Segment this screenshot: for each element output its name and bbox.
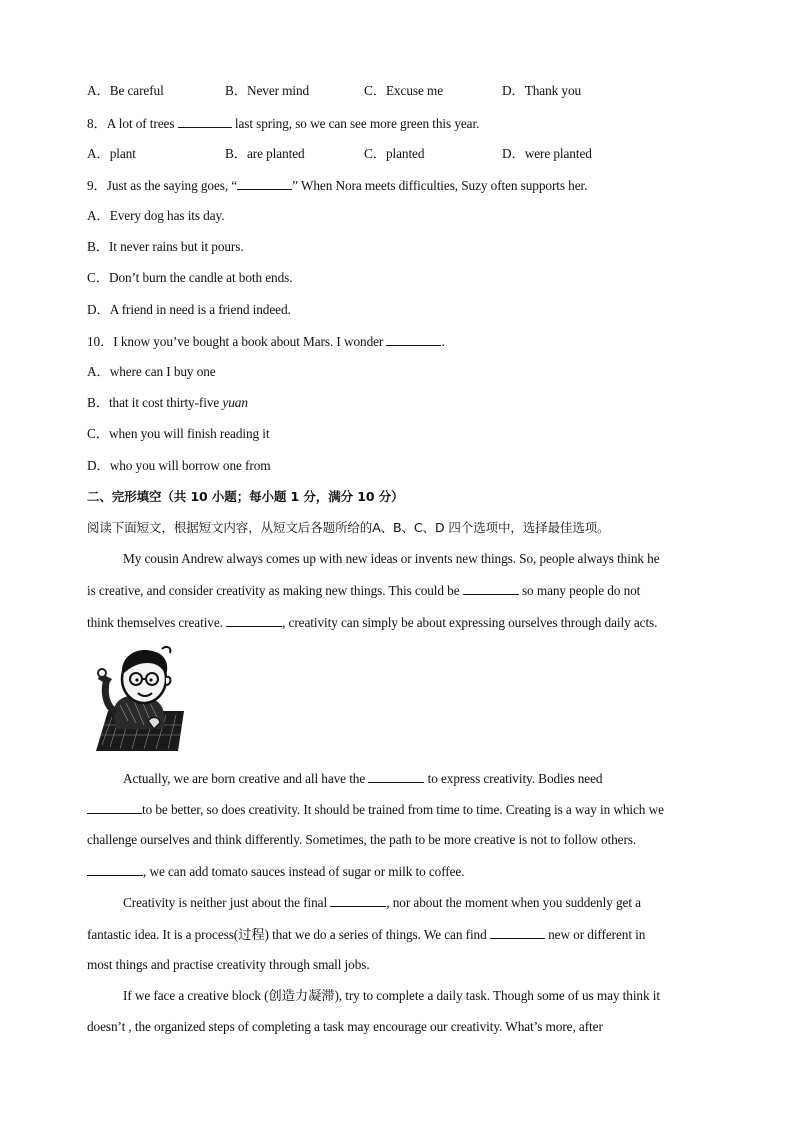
- q10-stem: [87, 333, 714, 350]
- cloze-blank-5: [87, 863, 143, 876]
- q8-option-a: A．plant: [87, 146, 136, 161]
- passage-text: , creativity can simply be about expressing ourselves through daily acts.: [282, 615, 658, 630]
- q8-stem-text: 8．A lot of trees: [87, 116, 178, 131]
- q7-option-d: D．Thank you: [502, 83, 582, 98]
- illustration-svg: [92, 645, 184, 753]
- q9-option-d: D．A friend in need is a friend indeed.: [87, 302, 291, 317]
- passage-text: to be better, so does creativity. It should be trained from time to time. Creating is a way in which we: [142, 802, 664, 817]
- passage-text: new or different in: [544, 927, 646, 942]
- q9-stem: [87, 177, 714, 194]
- cloze-blank-1: [463, 582, 519, 595]
- q10-stem-text: 10．I know you’ve bought a book about Mars. I wonder: [87, 334, 387, 349]
- passage-p2-line3: challenge ourselves and think differently. Sometimes, the path to be more creative is not to follow others.: [87, 832, 637, 847]
- section-heading: 二、完形填空（共 10 小题；每小题 1 分，满分 10 分）: [87, 489, 404, 504]
- q8-option-b: B．are planted: [225, 146, 305, 161]
- q7-option-c: C．Excuse me: [364, 83, 444, 98]
- q10-option-b-text: B．that it cost thirty-five: [87, 395, 223, 410]
- q10-option-d: D．who you will borrow one from: [87, 458, 271, 473]
- q8-option-c: C．planted: [364, 146, 425, 161]
- passage-text: , nor about the moment when you suddenly get a: [386, 895, 641, 910]
- passage-p4-line2: doesn’t , the organized steps of completing a task may encourage our creativity. What’s more, after: [87, 1019, 603, 1034]
- q10-option-a: A．where can I buy one: [87, 364, 216, 379]
- q9-stem-text-after: ” When Nora meets difficulties, Suzy often supports her.: [292, 178, 588, 193]
- q10-blank: [386, 333, 441, 346]
- passage-p2-line2: [87, 801, 707, 818]
- passage-text: Actually, we are born creative and all have the: [123, 771, 369, 786]
- passage-text: fantastic idea. It is a process(过程) that we do a series of things. We can find: [87, 927, 490, 942]
- q10-option-b: [87, 395, 714, 411]
- q9-option-b: B．It never rains but it pours.: [87, 239, 244, 254]
- cloze-blank-2: [226, 614, 282, 627]
- q10-option-c: C．when you will finish reading it: [87, 426, 270, 441]
- passage-text: is creative, and consider creativity as making new things. This could be: [87, 583, 463, 598]
- q10-stem-text-after: .: [441, 334, 445, 349]
- passage-text: think themselves creative.: [87, 615, 227, 630]
- passage-text: Creativity is neither just about the final: [123, 895, 331, 910]
- cloze-blank-7: [490, 926, 545, 939]
- q8-blank: [178, 115, 232, 128]
- boy-at-desk-illustration: [92, 645, 184, 753]
- q9-option-a: A．Every dog has its day.: [87, 208, 225, 223]
- passage-p2-line1: [123, 770, 743, 787]
- passage-p2-line4: [87, 863, 707, 880]
- q7-options: [87, 83, 707, 99]
- passage-p1-line3: [87, 614, 707, 631]
- q9-option-c: C．Don’t burn the candle at both ends.: [87, 270, 293, 285]
- passage-p4-line1: If we face a creative block (创造力凝滞), try to complete a daily task. Though some of us may think it: [123, 988, 660, 1003]
- cloze-blank-6: [330, 894, 386, 907]
- q7-option-a: A．Be careful: [87, 83, 164, 98]
- q8-option-d: D．were planted: [502, 146, 592, 161]
- passage-text: so many people do not: [518, 583, 641, 598]
- cloze-blank-4: [87, 801, 142, 814]
- q7-option-b: B．Never mind: [225, 83, 310, 98]
- passage-p3-line3: most things and practise creativity through small jobs.: [87, 957, 370, 972]
- passage-p1-line1: My cousin Andrew always comes up with new ideas or invents new things. So, people always think he: [123, 551, 660, 566]
- passage-p3-line2: [87, 926, 707, 943]
- section-instruction: 阅读下面短文，根据短文内容，从短文后各题所给的A、B、C、D 四个选项中，选择最佳选项。: [87, 520, 610, 535]
- passage-text: to express creativity. Bodies need: [424, 771, 603, 786]
- q9-blank: [237, 177, 292, 190]
- q8-stem-text-after: last spring, so we can see more green this year.: [231, 116, 480, 131]
- passage-text: , we can add tomato sauces instead of sugar or milk to coffee.: [143, 864, 465, 879]
- passage-p1-line2: [87, 582, 707, 599]
- q8-options: [87, 146, 707, 162]
- passage-p3-line1: [123, 894, 743, 911]
- cloze-blank-3: [368, 770, 424, 783]
- q9-stem-text: 9．Just as the saying goes, “: [87, 178, 238, 193]
- q10-option-b-italic: yuan: [222, 395, 248, 410]
- q8-stem: [87, 115, 714, 132]
